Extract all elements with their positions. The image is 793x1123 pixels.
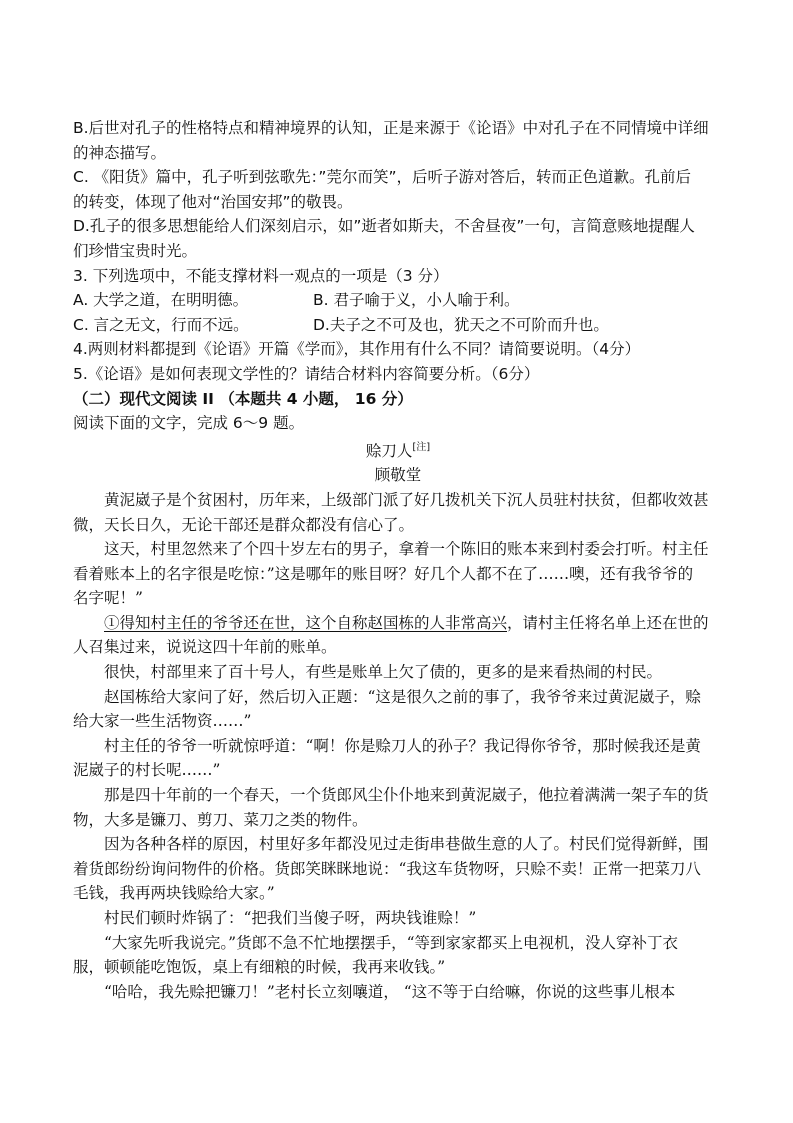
story-line: 因为各种各样的原因，村里好多年都没见过走街串巷做生意的人了。村民们觉得新鲜，围 bbox=[104, 835, 709, 854]
question-3-options-row-1 bbox=[73, 288, 723, 313]
story-title bbox=[73, 436, 723, 464]
underlined-sentence: ①得知村主任的爷爷还在世，这个自称赵国栋的人非常高兴 bbox=[104, 613, 508, 632]
question-5: 5.《论语》是如何表现文学性的？请结合材料内容简要分析。（6分） bbox=[73, 364, 540, 383]
question-4: 4.两则材料都提到《论语》开篇《学而》，其作用有什么不同？请简要说明。（4分） bbox=[73, 340, 641, 359]
question-3-option-c: C. 言之无文，行而不远。 bbox=[73, 315, 249, 334]
question-3-options-row-2 bbox=[73, 313, 723, 338]
story-line: 微，天长日久，无论干部还是群众都没有信心了。 bbox=[73, 515, 415, 534]
story-line: “大家先听我说完。”货郎不急不忙地摆摆手，“等到家家都买上电视机，没人穿补丁衣 bbox=[104, 933, 679, 952]
story-line: 村主任的爷爷一听就惊呼道：“啊！你是赊刀人的孙子？我记得你爷爷，那时候我还是黄 bbox=[104, 736, 701, 755]
section-heading: （二）现代文阅读 II （本题共 4 小题， 16 分） bbox=[73, 389, 413, 408]
story-line: 给大家一些生活物资……” bbox=[73, 712, 252, 731]
story-line: 这天，村里忽然来了个四十岁左右的男子，拿着一个陈旧的账本来到村委会打听。村主任 bbox=[104, 540, 709, 559]
section-instruction: 阅读下面的文字，完成 6～9 题。 bbox=[73, 414, 305, 433]
story-line: 服，顿顿能吃饱饭，桌上有细粮的时候，我再来收钱。” bbox=[73, 958, 446, 977]
story-line: 赵国栋给大家问了好，然后切入正题：“这是很久之前的事了，我爷爷来过黄泥崴子，赊 bbox=[104, 687, 701, 706]
story-line: 泥崴子的村长呢……” bbox=[73, 761, 221, 780]
story-line: 很快，村部里来了百十号人，有些是账单上欠了债的，更多的是来看热闹的村民。 bbox=[104, 663, 663, 682]
story-line: 黄泥崴子是个贫困村，历年来，上级部门派了好几拨机关下沉人员驻村扶贫，但都收效甚 bbox=[104, 490, 709, 509]
story-author: 顾敬堂 bbox=[374, 466, 422, 485]
story-line-underlined bbox=[73, 611, 723, 636]
option-b-line-2: 的神态描写。 bbox=[73, 143, 167, 162]
story-line: 毛钱，我再两块钱赊给大家。” bbox=[73, 884, 275, 903]
question-3-option-a: A. 大学之道，在明明德。 bbox=[73, 291, 249, 310]
story-line-rest: ，请村主任将名单上还在世的 bbox=[507, 613, 709, 632]
option-b-line-1: B.后世对孔子的性格特点和精神境界的认知，正是来源于《论语》中对孔子在不同情境中详细 bbox=[73, 119, 709, 137]
story-line: 那是四十年前的一个春天，一个货郎风尘仆仆地来到黄泥崴子，他拉着满满一架子车的货 bbox=[104, 786, 709, 805]
story-line: “哈哈，我先赊把镰刀！”老村长立刻嚷道， “这不等于白给嘛，你说的这些事儿根本 bbox=[104, 982, 676, 1001]
question-3-option-d: D.夫子之不可及也，犹天之不可阶而升也。 bbox=[313, 315, 609, 334]
story-line: 着货郎纷纷询问物件的价格。货郎笑眯眯地说：“我这车货物呀，只赊不卖！正常一把菜刀八 bbox=[73, 859, 701, 878]
question-3-option-b: B. 君子喻于义，小人喻于利。 bbox=[313, 291, 520, 310]
option-d-line-2: 们珍惜宝贵时光。 bbox=[73, 241, 198, 260]
story-line: 名字呢！” bbox=[73, 589, 143, 608]
document-content bbox=[73, 116, 723, 1004]
story-line: 人召集过来，说说这四十年前的账单。 bbox=[73, 638, 337, 657]
option-c-line-1: C. 《阳货》篇中，孔子听到弦歌先：”莞尔而笑”，后听子游对答后，转而正色道歉。孔前后 bbox=[73, 168, 691, 187]
question-3: 3. 下列选项中，不能支撑材料一观点的一项是（3 分） bbox=[73, 266, 449, 285]
story-line: 看着账本上的名字很是吃惊：”这是哪年的账目呀？好几个人都不在了……噢，还有我爷爷的 bbox=[73, 564, 694, 583]
option-d-line-1: D.孔子的很多思想能给人们深刻启示，如”逝者如斯夫，不舍昼夜”一句，言简意赅地提醒人 bbox=[73, 217, 695, 236]
story-title-note: [注] bbox=[412, 441, 431, 453]
option-c-line-2: 的转变，体现了他对“治国安邦”的敬畏。 bbox=[73, 192, 353, 211]
story-line: 物，大多是镰刀、剪刀、菜刀之类的物件。 bbox=[73, 810, 368, 829]
story-line: 村民们顿时炸锅了：“把我们当傻子呀，两块钱谁赊！” bbox=[104, 909, 477, 927]
story-title-text: 赊刀人 bbox=[365, 441, 413, 460]
story-body bbox=[73, 488, 723, 1004]
